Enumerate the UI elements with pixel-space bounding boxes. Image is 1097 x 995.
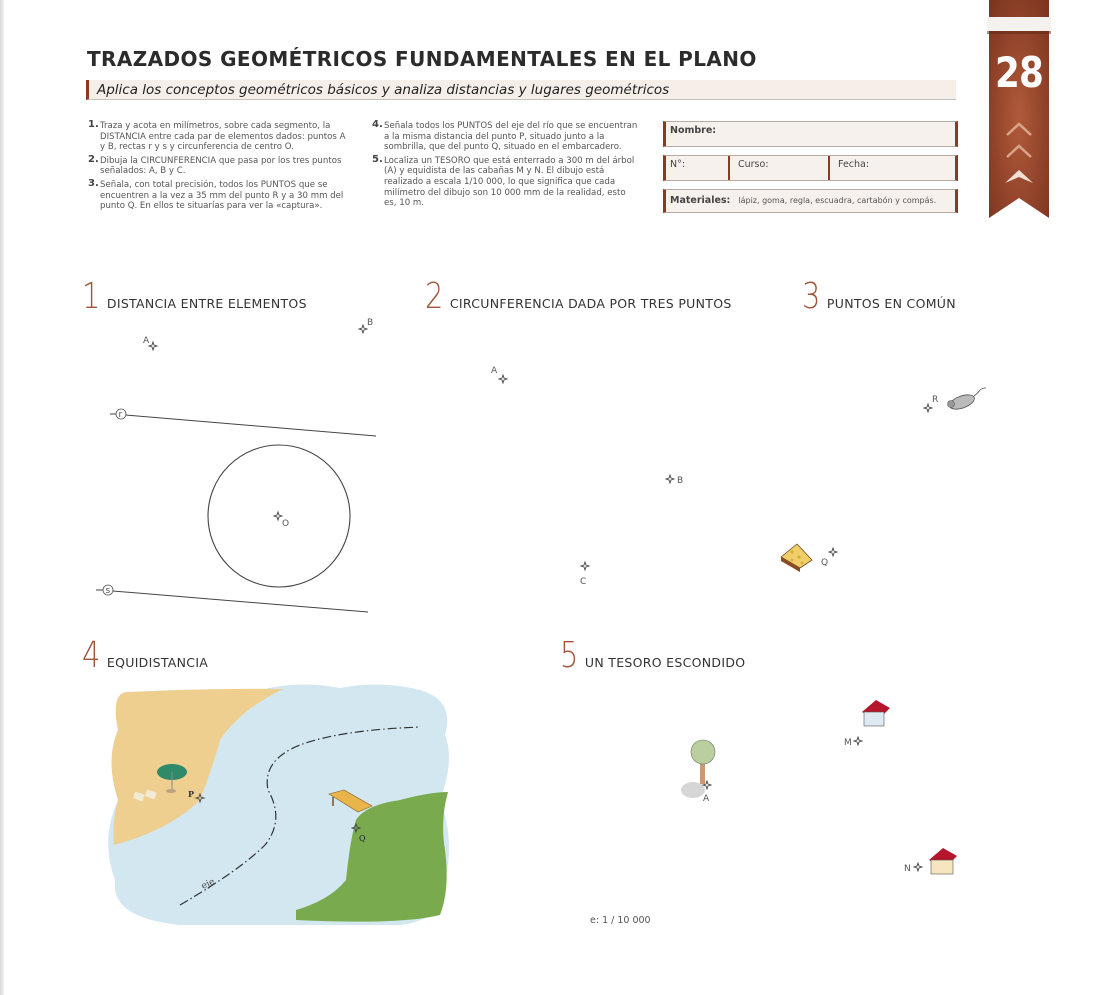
circle-o (208, 445, 350, 587)
svg-text:Q: Q (821, 558, 829, 568)
svg-text:C: C (580, 577, 587, 587)
svg-text:P: P (188, 789, 195, 799)
svg-text:Q: Q (359, 834, 366, 843)
instruction-2: 2. Dibuja la CIRCUNFERENCIA que pasa por los tres puntos señalados: A, B y C. (88, 153, 342, 177)
river-map (108, 684, 449, 925)
fecha-field[interactable]: Fecha: (828, 156, 956, 180)
fig2-point-a (491, 366, 507, 383)
fig3-point-q (821, 548, 837, 568)
svg-text:r: r (118, 410, 123, 420)
svg-text:O: O (282, 519, 290, 529)
fig5-point-n (904, 863, 922, 874)
instruction-3: 3. Señala, con total precisión, todos los PUNTOS que se encuentren a la vez a 35 mm del punto R y a 30 mm del punto Q. En ellos te situarías para ver la «captura». (88, 177, 344, 212)
point-a (143, 336, 157, 350)
section-4-header: 4 EQUIDISTANCIA (82, 635, 209, 676)
svg-text:s: s (105, 586, 111, 596)
eje-label: eje (200, 876, 217, 892)
instruction-4: 4. Señala todos los PUNTOS del eje del río que se encuentran a la misma distancia del punto P, situado junto a la sombrilla, que del punto Q, situado en el embarcadero. (372, 119, 638, 153)
cheese-icon (781, 544, 812, 572)
section-2-header: 2 CIRCUNFERENCIA DADA POR TRES PUNTOS (425, 276, 732, 317)
section-3-header: 3 PUNTOS EN COMÚN (802, 276, 956, 317)
fig2-point-b (666, 475, 683, 486)
point-b (359, 318, 373, 333)
cabin-n-icon (929, 848, 957, 874)
materiales-box: Materiales: lápiz, goma, regla, escuadra, cartabón y compás. (663, 189, 958, 213)
numero-field[interactable]: N°: (670, 159, 686, 170)
svg-text:A: A (703, 794, 710, 804)
fig3-point-r (924, 395, 938, 412)
section-1-header: 1 DISTANCIA ENTRE ELEMENTOS (82, 276, 307, 317)
svg-text:A: A (491, 366, 498, 376)
svg-text:A: A (143, 336, 150, 346)
svg-text:B: B (677, 476, 684, 486)
page-title: TRAZADOS GEOMÉTRICOS FUNDAMENTALES EN EL PLANO (87, 47, 757, 71)
page-number: 28 (995, 48, 1043, 97)
cabin-m-icon (862, 700, 890, 726)
scale-label: e: 1 / 10 000 (590, 915, 651, 926)
instruction-1: 1. Traza y acota en milímetros, sobre cada segmento, la DISTANCIA entre cada par de elementos dados: puntos A y B, rectas r y s y circunferencia de centro O. (88, 119, 346, 153)
fig2-point-c (580, 562, 589, 587)
fig5-point-m (844, 737, 862, 748)
mouse-icon (948, 388, 987, 412)
instruction-5: 5. Localiza un TESORO que está enterrado a 300 m del árbol (A) y equidista de las cabañas M y N. El dibujo está realizado a escala 1/10 000, lo que significa que cada milímetro del dibujo son 10 000 mm de la realidad, esto es, 10 m. (372, 153, 635, 209)
svg-text:B: B (367, 318, 374, 328)
section-5-header: 5 UN TESORO ESCONDIDO (560, 635, 746, 676)
line-r (110, 409, 376, 436)
tree-icon (681, 740, 715, 798)
svg-text:N: N (904, 864, 911, 874)
line-s (96, 585, 368, 612)
nombre-field[interactable]: Nombre: (663, 121, 958, 147)
curso-field[interactable]: Curso: (728, 156, 828, 180)
page-subtitle: Aplica los conceptos geométricos básicos y analiza distancias y lugares geométricos (86, 80, 956, 100)
svg-text:M: M (844, 738, 852, 748)
svg-text:R: R (932, 395, 939, 405)
